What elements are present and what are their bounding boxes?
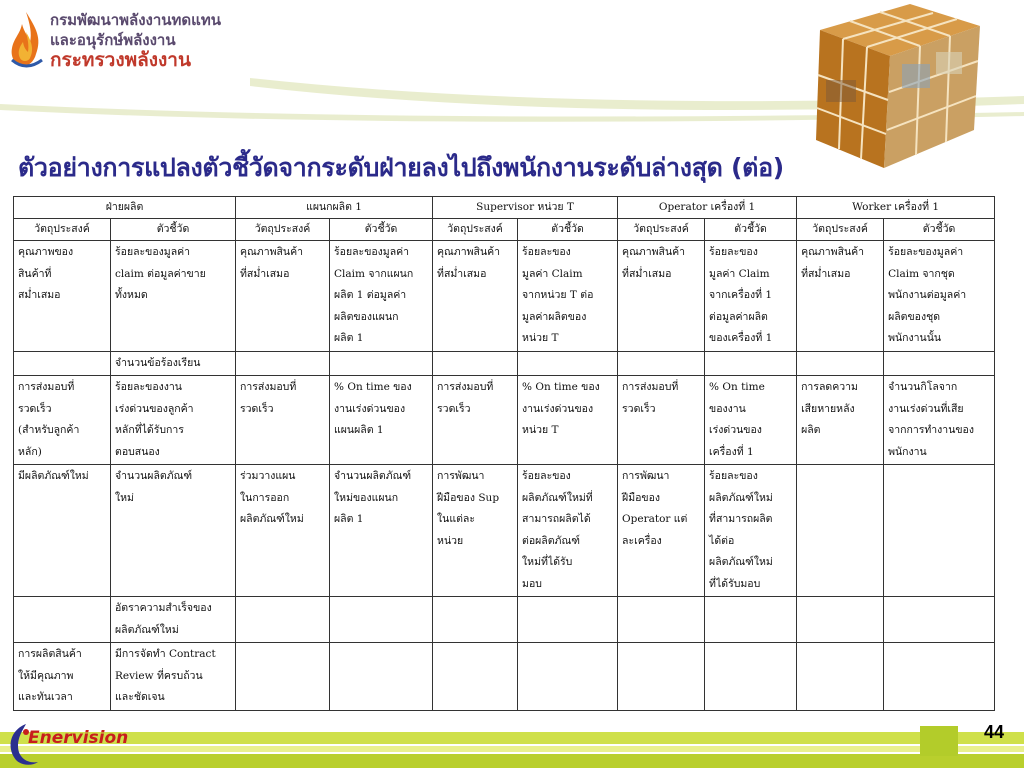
table-cell — [797, 597, 884, 643]
column-header: ตัวชี้วัด — [705, 219, 797, 241]
org-line-1: กรมพัฒนาพลังงานทดแทน — [50, 11, 221, 29]
table-cell: มีการจัดทำ Contract Review ที่ครบถ้วน และชัดเจน — [111, 643, 236, 711]
column-header: ตัวชี้วัด — [518, 219, 618, 241]
table-cell — [518, 643, 618, 711]
table-cell — [705, 643, 797, 711]
table-cell — [433, 597, 518, 643]
table-cell — [330, 597, 433, 643]
table-cell: การพัฒนา ฝีมือของ Operator แต่ ละเครื่อง — [618, 465, 705, 597]
table-cell — [884, 597, 995, 643]
table-cell — [618, 597, 705, 643]
org-line-2: และอนุรักษ์พลังงาน — [50, 31, 176, 49]
table-cell: ร้อยละของงาน เร่งด่วนของลูกค้า หลักที่ได้รับการ ตอบสนอง — [111, 376, 236, 465]
kpi-table-body — [14, 241, 995, 711]
slide-title: ตัวอย่างการแปลงตัวชี้วัดจากระดับฝ่ายลงไปถึงพนักงานระดับล่างสุด (ต่อ) — [18, 153, 784, 182]
group-header: แผนกผลิต 1 — [236, 197, 433, 219]
footer-stripe — [0, 746, 1024, 752]
group-header: Supervisor หน่วย T — [433, 197, 618, 219]
table-cell — [236, 351, 330, 376]
table-cell: การส่งมอบที่ รวดเร็ว — [618, 376, 705, 465]
table-cell — [236, 597, 330, 643]
table-cell: ร้อยละของมูลค่า claim ต่อมูลค่าขาย ทั้งหมด — [111, 241, 236, 352]
column-header: ตัวชี้วัด — [111, 219, 236, 241]
group-header: Worker เครื่องที่ 1 — [797, 197, 995, 219]
table-cell: การส่งมอบที่ รวดเร็ว — [433, 376, 518, 465]
column-header: วัตถุประสงค์ — [618, 219, 705, 241]
column-header: วัตถุประสงค์ — [433, 219, 518, 241]
table-row — [14, 465, 995, 597]
column-header: วัตถุประสงค์ — [797, 219, 884, 241]
photo-cube-icon — [760, 0, 990, 170]
table-cell — [618, 351, 705, 376]
table-cell — [433, 643, 518, 711]
footer-stripe — [0, 732, 1024, 744]
table-cell: ร้อยละของมูลค่า Claim จากชุด พนักงานต่อมูลค่า ผลิตของชุด พนักงานนั้น — [884, 241, 995, 352]
table-cell: คุณภาพสินค้า ที่สม่ำเสมอ — [797, 241, 884, 352]
page-number: 44 — [984, 722, 1005, 742]
table-cell: ร้อยละของ ผลิตภัณฑ์ใหม่ ที่สามารถผลิต ได้ต่อ ผลิตภัณฑ์ใหม่ ที่ได้รับมอบ — [705, 465, 797, 597]
table-cell — [705, 597, 797, 643]
table-group-header-row — [14, 197, 995, 219]
table-row — [14, 351, 995, 376]
group-header: ฝ่ายผลิต — [14, 197, 236, 219]
column-header: ตัวชี้วัด — [884, 219, 995, 241]
footer-stripe — [0, 754, 1024, 768]
table-cell — [705, 351, 797, 376]
table-cell: คุณภาพสินค้า ที่สม่ำเสมอ — [433, 241, 518, 352]
table-cell: คุณภาพของ สินค้าที่ สม่ำเสมอ — [14, 241, 111, 352]
table-cell: การส่งมอบที่ รวดเร็ว (สำหรับลูกค้า หลัก) — [14, 376, 111, 465]
table-cell — [797, 351, 884, 376]
table-cell: ร้อยละของ มูลค่า Claim จากเครื่องที่ 1 ต่อมูลค่าผลิต ของเครื่องที่ 1 — [705, 241, 797, 352]
table-row — [14, 241, 995, 352]
table-cell: อัตราความสำเร็จของ ผลิตภัณฑ์ใหม่ — [111, 597, 236, 643]
table-row — [14, 643, 995, 711]
table-cell: การลดความ เสียหายหลัง ผลิต — [797, 376, 884, 465]
kpi-table — [13, 196, 995, 711]
table-cell — [884, 465, 995, 597]
column-header: ตัวชี้วัด — [330, 219, 433, 241]
footer-accent-box — [920, 726, 958, 756]
table-row — [14, 376, 995, 465]
footer-brand: Enervision — [28, 728, 129, 748]
group-header: Operator เครื่องที่ 1 — [618, 197, 797, 219]
table-cell: % On time ของ งานเร่งด่วนของ แผนผลิต 1 — [330, 376, 433, 465]
table-cell: มีผลิตภัณฑ์ใหม่ — [14, 465, 111, 597]
table-cell — [433, 351, 518, 376]
table-cell — [236, 643, 330, 711]
table-cell: การส่งมอบที่ รวดเร็ว — [236, 376, 330, 465]
table-cell — [518, 351, 618, 376]
table-cell: จำนวนผลิตภัณฑ์ ใหม่ของแผนก ผลิต 1 — [330, 465, 433, 597]
table-cell — [618, 643, 705, 711]
column-header: วัตถุประสงค์ — [14, 219, 111, 241]
table-row — [14, 597, 995, 643]
table-cell — [14, 351, 111, 376]
table-cell: ร่วมวางแผน ในการออก ผลิตภัณฑ์ใหม่ — [236, 465, 330, 597]
table-cell — [14, 597, 111, 643]
table-cell: % On time ของงาน เร่งด่วนของ เครื่องที่ 1 — [705, 376, 797, 465]
table-cell — [797, 643, 884, 711]
table-cell — [884, 643, 995, 711]
table-sub-header-row — [14, 219, 995, 241]
table-cell: การพัฒนา ฝีมือของ Sup ในแต่ละ หน่วย — [433, 465, 518, 597]
column-header: วัตถุประสงค์ — [236, 219, 330, 241]
table-cell: % On time ของ งานเร่งด่วนของ หน่วย T — [518, 376, 618, 465]
table-cell — [518, 597, 618, 643]
table-cell: การผลิตสินค้า ให้มีคุณภาพ และทันเวลา — [14, 643, 111, 711]
table-cell: จำนวนผลิตภัณฑ์ ใหม่ — [111, 465, 236, 597]
slide-header — [0, 0, 1024, 130]
table-cell: คุณภาพสินค้า ที่สม่ำเสมอ — [236, 241, 330, 352]
table-cell: ร้อยละของ มูลค่า Claim จากหน่วย T ต่อ มูลค่าผลิตของ หน่วย T — [518, 241, 618, 352]
table-cell: จำนวนกิโลจาก งานเร่งด่วนที่เสีย จากการทำงานของ พนักงาน — [884, 376, 995, 465]
table-cell — [330, 643, 433, 711]
table-cell: ร้อยละของ ผลิตภัณฑ์ใหม่ที่ สามารถผลิตได้ ต่อผลิตภัณฑ์ ใหม่ที่ได้รับ มอบ — [518, 465, 618, 597]
table-cell — [797, 465, 884, 597]
table-cell: คุณภาพสินค้า ที่สม่ำเสมอ — [618, 241, 705, 352]
table-cell — [884, 351, 995, 376]
table-cell: ร้อยละของมูลค่า Claim จากแผนก ผลิต 1 ต่อมูลค่า ผลิตของแผนก ผลิต 1 — [330, 241, 433, 352]
table-cell: จำนวนข้อร้องเรียน — [111, 351, 236, 376]
table-cell — [330, 351, 433, 376]
org-line-3: กระทรวงพลังงาน — [50, 49, 191, 71]
